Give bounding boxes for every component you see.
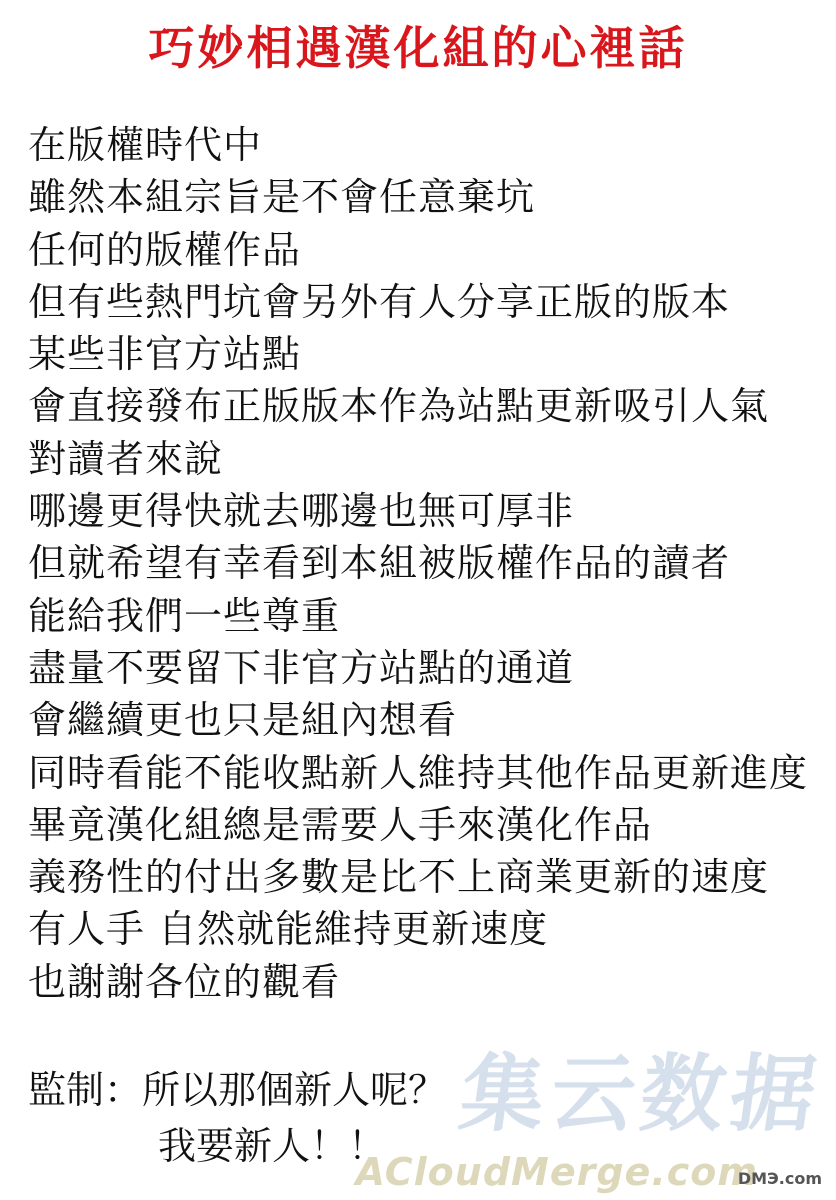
text-line: 義務性的付出多數是比不上商業更新的速度 xyxy=(28,855,770,900)
text-line: 會繼續更也只是組內想看 xyxy=(28,698,458,743)
text-line: 盡量不要留下非官方站點的通道 xyxy=(28,645,575,690)
text-line: 雖然本組宗旨是不會任意棄坑 xyxy=(28,175,536,220)
text-line: 會直接發布正版版本作為站點更新吸引人氣 xyxy=(28,384,770,429)
text-line: 在版權時代中 xyxy=(28,123,263,167)
text-line: 但就希望有幸看到本組被版權作品的讀者 xyxy=(28,541,731,586)
signature-line-1: 監制：所以那個新人呢？ xyxy=(28,1068,447,1112)
signature-line-2: 我要新人！！ xyxy=(158,1124,387,1168)
text-line: 也謝謝各位的觀看 xyxy=(28,959,341,1004)
text-line: 有人手 自然就能維持更新速度 xyxy=(28,907,549,952)
text-line: 某些非官方站點 xyxy=(28,332,302,377)
text-line: 同時看能不能收點新人維持其他作品更新進度 xyxy=(28,750,809,795)
text-line: 畢竟漢化組總是需要人手來漢化作品 xyxy=(28,802,653,847)
message-body xyxy=(28,119,836,1008)
text-line: 任何的版權作品 xyxy=(28,227,302,272)
text-line: 但有些熱門坑會另外有人分享正版的版本 xyxy=(28,279,731,324)
page-title: 巧妙相遇漢化組的心裡話 xyxy=(148,21,688,75)
text-line: 能給我們一些尊重 xyxy=(28,593,341,638)
text-line: 對讀者來說 xyxy=(28,436,224,481)
text-line: 哪邊更得快就去哪邊也無可厚非 xyxy=(28,489,575,534)
watermark-logo: 集云数据 xyxy=(454,1045,828,1143)
watermark-url: ACloudMerge.com xyxy=(355,1150,758,1194)
site-badge: DMЭ.com xyxy=(737,1169,822,1188)
